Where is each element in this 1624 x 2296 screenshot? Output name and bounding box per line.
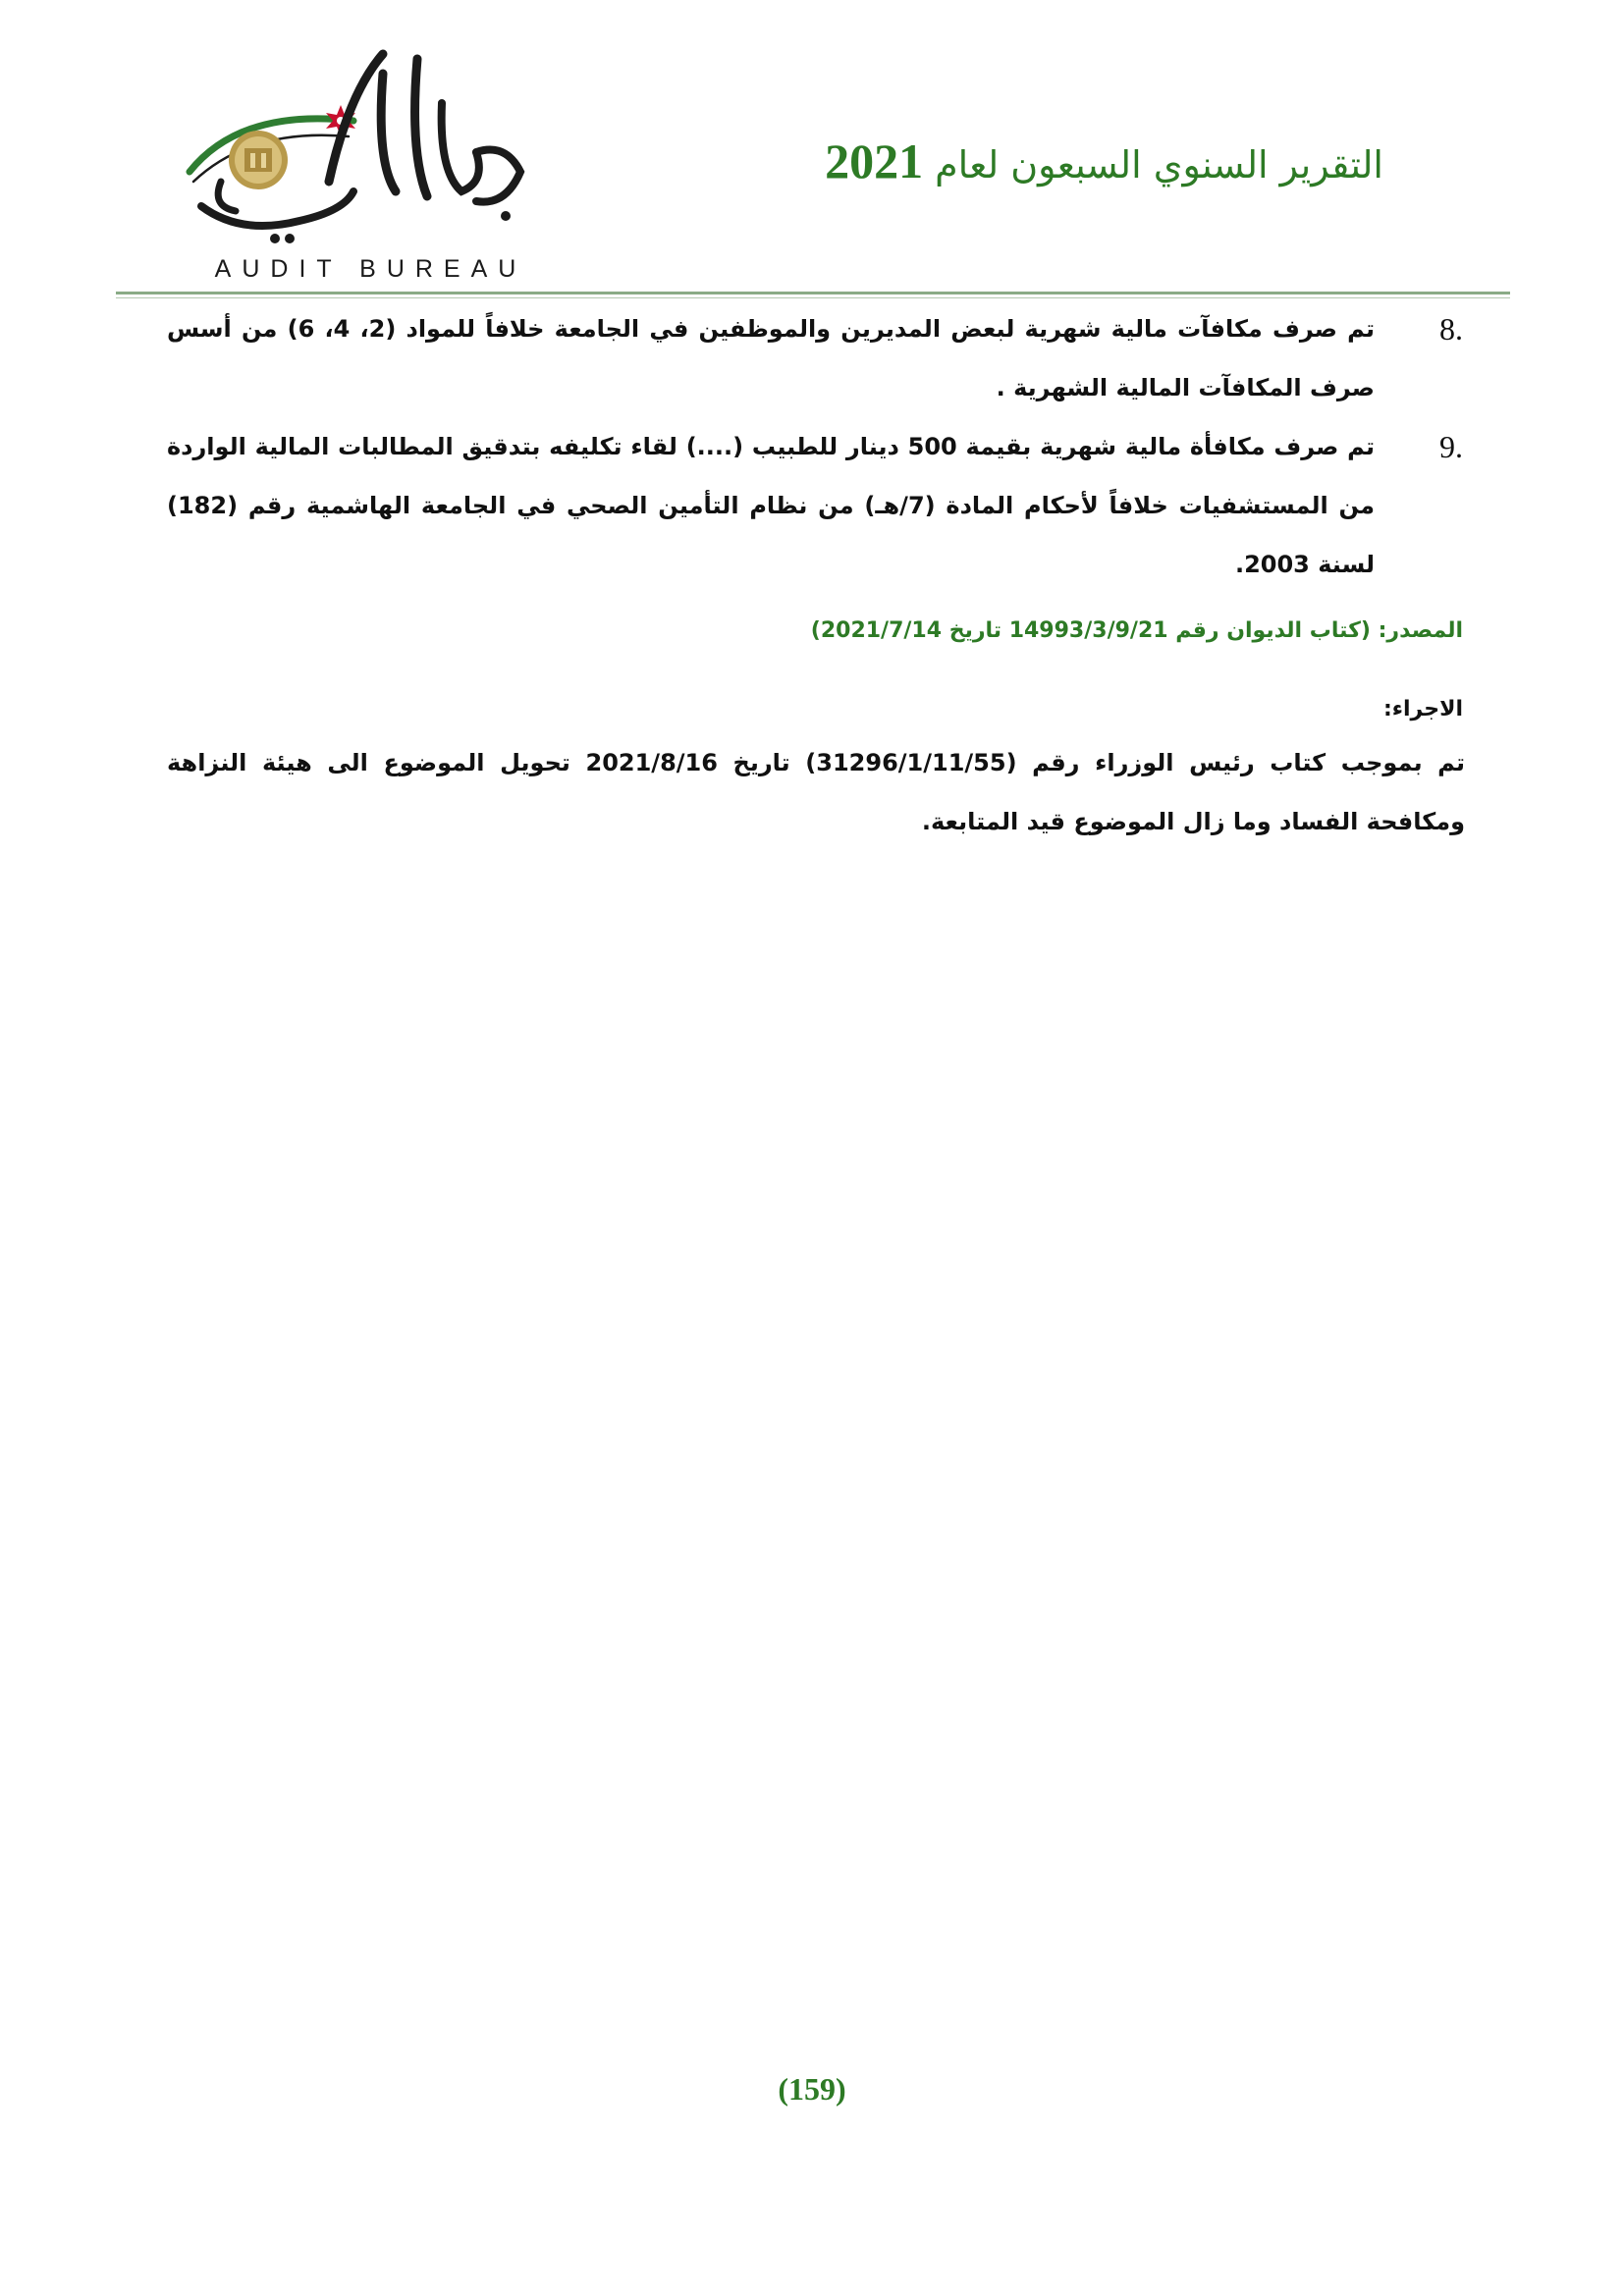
page-number: (159) xyxy=(778,2071,846,2107)
header-divider xyxy=(116,292,1510,294)
report-year: 2021 xyxy=(825,133,924,188)
list-item xyxy=(167,299,1465,417)
page-content xyxy=(167,299,1465,851)
report-title xyxy=(825,133,1383,189)
page-header xyxy=(0,0,1624,294)
action-heading: الاجراء: xyxy=(1382,697,1463,721)
list-item-number: 9. xyxy=(1439,429,1463,464)
source-citation: المصدر: (كتاب الديوان رقم 14993/3/9/21 تاريخ 2021/7/14) xyxy=(810,618,1463,643)
list-item-number: 8. xyxy=(1439,311,1463,347)
list-item xyxy=(167,417,1465,594)
logo-english-text: AUDIT BUREAU xyxy=(214,255,527,283)
header-divider-thin xyxy=(116,297,1510,298)
audit-bureau-logo xyxy=(182,34,555,283)
report-title-text: التقرير السنوي السبعون لعام xyxy=(935,143,1383,187)
action-text: تم بموجب كتاب رئيس الوزراء رقم (31296/1/11/55) تاريخ 2021/8/16 تحويل الموضوع الى هيئة النزاهة ومكافحة الفساد وما زال الموضوع قيد المتابعة. xyxy=(167,749,1466,835)
list-item-text: تم صرف مكافآت مالية شهرية لبعض المديرين والموظفين في الجامعة خلافاً للمواد (2، 4، 6) من أسس صرف المكافآت المالية الشهرية . xyxy=(167,315,1376,401)
list-item-text: تم صرف مكافأة مالية شهرية بقيمة 500 دينار للطبيب (....) لقاء تكليفه بتدقيق المطالبات المالية الواردة من المستشفيات خلافاً لأحكام المادة (7/هـ) من نظام التأمين الصحي في الجامعة الهاشمية رقم (182) لسنة 2003. xyxy=(167,433,1376,578)
audit-bureau-emblem-icon xyxy=(182,34,555,260)
